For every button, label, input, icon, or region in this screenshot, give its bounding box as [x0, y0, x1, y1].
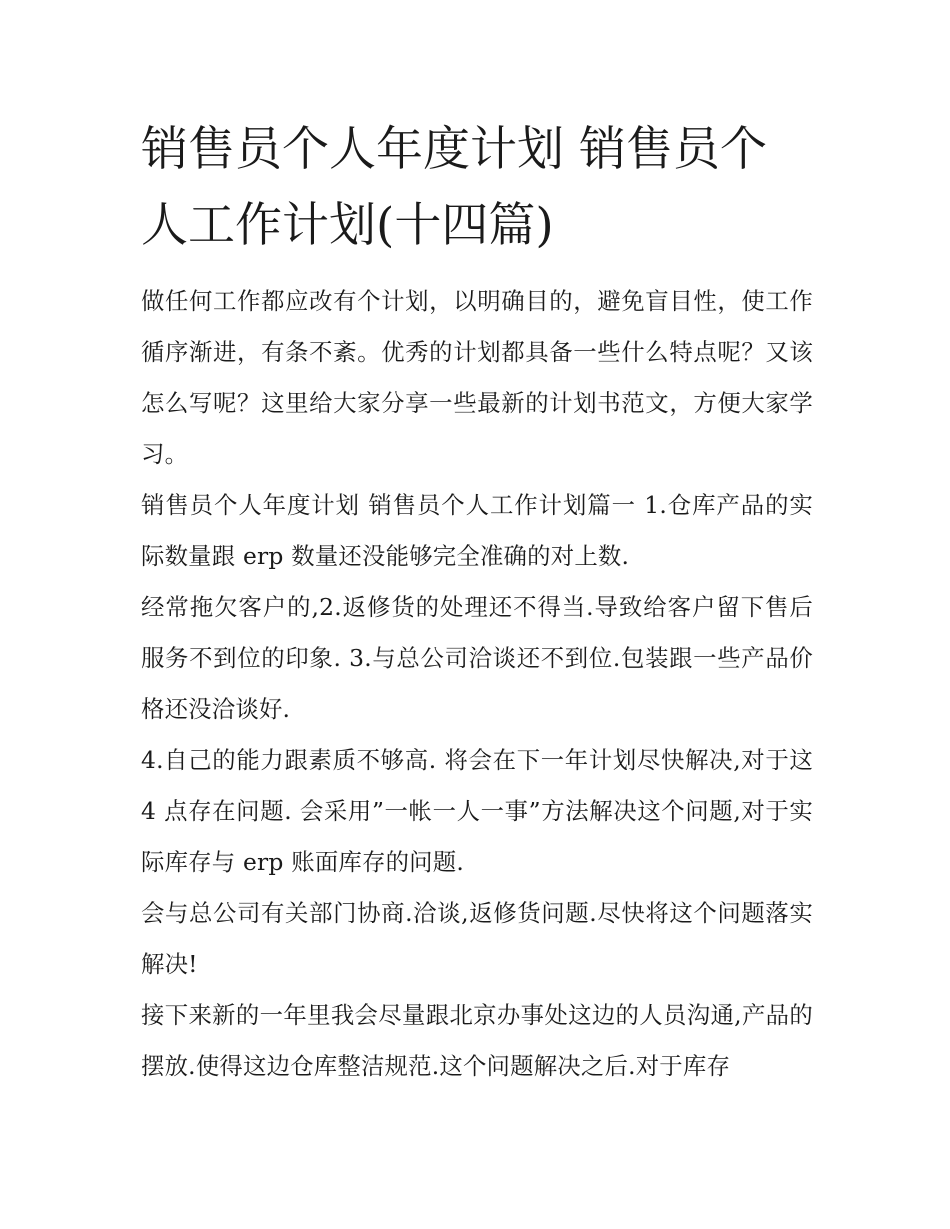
paragraph-intro: 做任何工作都应改有个计划，以明确目的，避免盲目性，使工作循序渐进，有条不紊。优秀的计划都具备一些什么特点呢？又该怎么写呢？这里给大家分享一些最新的计划书范文，方便大家学习。 [141, 287, 813, 468]
paragraph-5: 接下来新的一年里我会尽量跟北京办事处这边的人员沟通,产品的摆放.使得这边仓库整洁规范.这个问题解决之后.对于库存 [141, 1001, 813, 1080]
paragraph-1: 销售员个人年度计划 销售员个人工作计划篇一 1.仓库产品的实际数量跟 erp 数量还没能够完全准确的对上数. [141, 491, 813, 570]
paragraph-2: 经常拖欠客户的,2.返修货的处理还不得当.导致给客户留下售后服务不到位的印象. 3.与总公司洽谈还不到位.包装跟一些产品价格还没洽谈好. [141, 593, 813, 723]
paragraph-3: 4.自己的能力跟素质不够高. 将会在下一年计划尽快解决,对于这 4 点存在问题. 会采用”一帐一人一事”方法解决这个问题,对于实际库存与 erp 账面库存的问题. [141, 746, 813, 876]
paragraph-4: 会与总公司有关部门协商.洽谈,返修货问题.尽快将这个问题落实解决! [141, 899, 813, 978]
document-title: 销售员个人年度计划 销售员个人工作计划(十四篇) [141, 122, 767, 253]
document-page [141, 112, 813, 1092]
